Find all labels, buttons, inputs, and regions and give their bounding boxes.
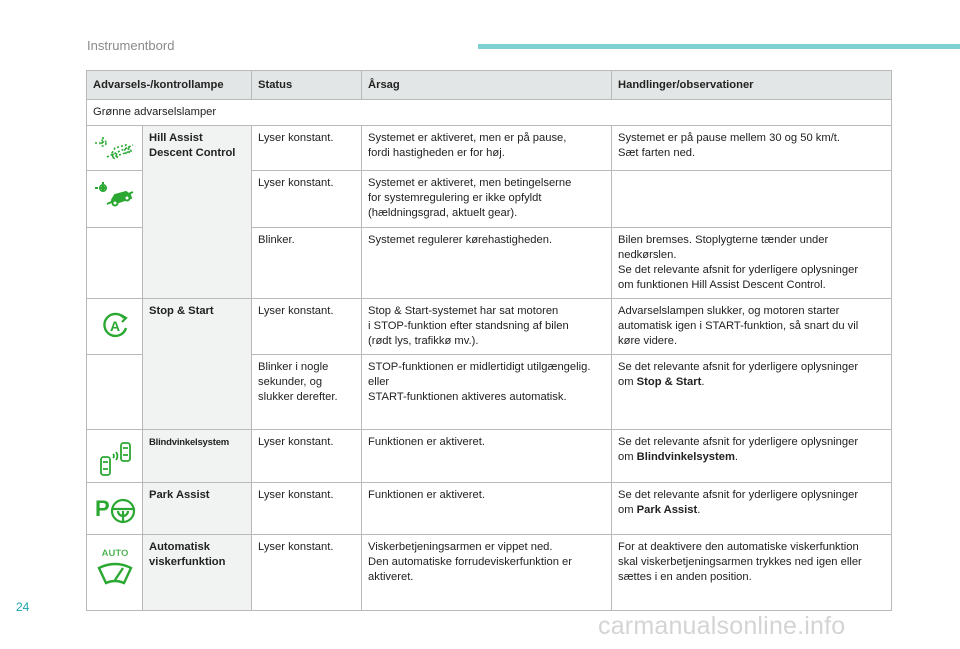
table-row bbox=[87, 126, 892, 171]
status-cell: Lyser konstant. bbox=[252, 430, 362, 483]
cause-cell: Systemet er aktiveret, men betingelserne for systemregulering er ikke opfyldt (hældningsgrad, aktuelt gear). bbox=[362, 171, 612, 228]
column-header-lamp: Advarsels-/kontrollampe bbox=[87, 71, 252, 100]
action-cell: Advarselslampen slukker, og motoren starter automatisk igen i START-funktion, så snart du vil køre videre. bbox=[612, 299, 892, 355]
status-cell: Lyser konstant. bbox=[252, 535, 362, 611]
cause-cell: Funktionen er aktiveret. bbox=[362, 430, 612, 483]
status-cell: Lyser konstant. bbox=[252, 171, 362, 228]
status-cell: Blinker i nogle sekunder, og slukker derefter. bbox=[252, 355, 362, 430]
watermark: carmanualsonline.info bbox=[598, 612, 846, 640]
cause-cell: Viskerbetjeningsarmen er vippet ned. Den automatiske forrudeviskerfunktion er aktiveret. bbox=[362, 535, 612, 611]
stop-start-icon bbox=[100, 310, 130, 340]
hill-assist-name-line2: Descent Control bbox=[149, 147, 236, 159]
cause-cell: Stop & Start-systemet har sat motoren i STOP-funktion efter standsning af bilen (rødt lys, trafikkø mv.). bbox=[362, 299, 612, 355]
action-cell: Systemet er på pause mellem 30 og 50 km/t. Sæt farten ned. bbox=[612, 126, 892, 171]
status-cell: Lyser konstant. bbox=[252, 483, 362, 535]
column-header-status: Status bbox=[252, 71, 362, 100]
cause-cell: Systemet er aktiveret, men er på pause, fordi hastigheden er for høj. bbox=[362, 126, 612, 171]
blind-spot-name: Blindvinkelsystem bbox=[143, 430, 252, 483]
cause-cell: Systemet regulerer kørehastigheden. bbox=[362, 228, 612, 299]
park-assist-icon-cell bbox=[87, 483, 143, 535]
group-label: Grønne advarselslamper bbox=[87, 100, 892, 126]
hill-assist-name-line1: Hill Assist bbox=[149, 132, 203, 144]
hill-descent-filled-icon bbox=[93, 182, 137, 210]
hill-descent-outline-icon bbox=[93, 137, 137, 165]
stop-start-name: Stop & Start bbox=[143, 299, 252, 430]
header-accent-bar bbox=[478, 44, 960, 49]
reference-park-assist: Park Assist bbox=[636, 504, 698, 516]
auto-wiper-icon bbox=[95, 546, 135, 588]
table-row bbox=[87, 483, 892, 535]
cause-cell: Funktionen er aktiveret. bbox=[362, 483, 612, 535]
status-cell: Lyser konstant. bbox=[252, 299, 362, 355]
auto-wiper-icon-cell bbox=[87, 535, 143, 611]
table-row bbox=[87, 535, 892, 611]
stop-start-icon-cell bbox=[87, 299, 143, 355]
action-cell bbox=[612, 171, 892, 228]
table-header-row bbox=[87, 71, 892, 100]
svg-text:A: A bbox=[109, 318, 120, 334]
auto-wiper-name: Automatisk viskerfunktion bbox=[143, 535, 252, 611]
hill-assist-icon-cell-3 bbox=[87, 228, 143, 299]
warning-lamps-table bbox=[86, 70, 892, 611]
status-cell: Blinker. bbox=[252, 228, 362, 299]
blind-spot-icon bbox=[95, 441, 135, 477]
section-title: Instrumentbord bbox=[87, 38, 175, 53]
table-row bbox=[87, 299, 892, 355]
hill-assist-icon-cell-1 bbox=[87, 126, 143, 171]
park-assist-name: Park Assist bbox=[143, 483, 252, 535]
status-cell: Lyser konstant. bbox=[252, 126, 362, 171]
blind-spot-icon-cell bbox=[87, 430, 143, 483]
column-header-cause: Årsag bbox=[362, 71, 612, 100]
column-header-actions: Handlinger/observationer bbox=[612, 71, 892, 100]
table-row bbox=[87, 430, 892, 483]
action-cell: Bilen bremses. Stoplygterne tænder under nedkørslen. Se det relevante afsnit for yderligere oplysninger om funktionen Hill Assist Descent Control. bbox=[612, 228, 892, 299]
hill-assist-icon-cell-2 bbox=[87, 171, 143, 228]
group-row-green bbox=[87, 100, 892, 126]
hill-assist-name bbox=[143, 126, 252, 299]
stop-start-icon-cell-2 bbox=[87, 355, 143, 430]
page-number: 24 bbox=[16, 600, 30, 614]
reference-stop-start: Stop & Start bbox=[636, 376, 702, 388]
reference-blind-spot: Blindvinkelsystem bbox=[636, 451, 735, 463]
action-cell: Se det relevante afsnit for yderligere oplysninger om Blindvinkelsystem. bbox=[612, 430, 892, 483]
park-assist-icon bbox=[93, 494, 137, 526]
svg-text:AUTO: AUTO bbox=[101, 548, 128, 559]
svg-text:P: P bbox=[95, 496, 110, 521]
action-cell: For at deaktivere den automatiske viskerfunktion skal viskerbetjeningsarmen trykkes ned igen eller sættes i en anden position. bbox=[612, 535, 892, 611]
cause-cell: STOP-funktionen er midlertidigt utilgængelig. eller START-funktionen aktiveres automatisk. bbox=[362, 355, 612, 430]
action-cell: Se det relevante afsnit for yderligere oplysninger om Stop & Start. bbox=[612, 355, 892, 430]
action-cell: Se det relevante afsnit for yderligere oplysninger om Park Assist. bbox=[612, 483, 892, 535]
